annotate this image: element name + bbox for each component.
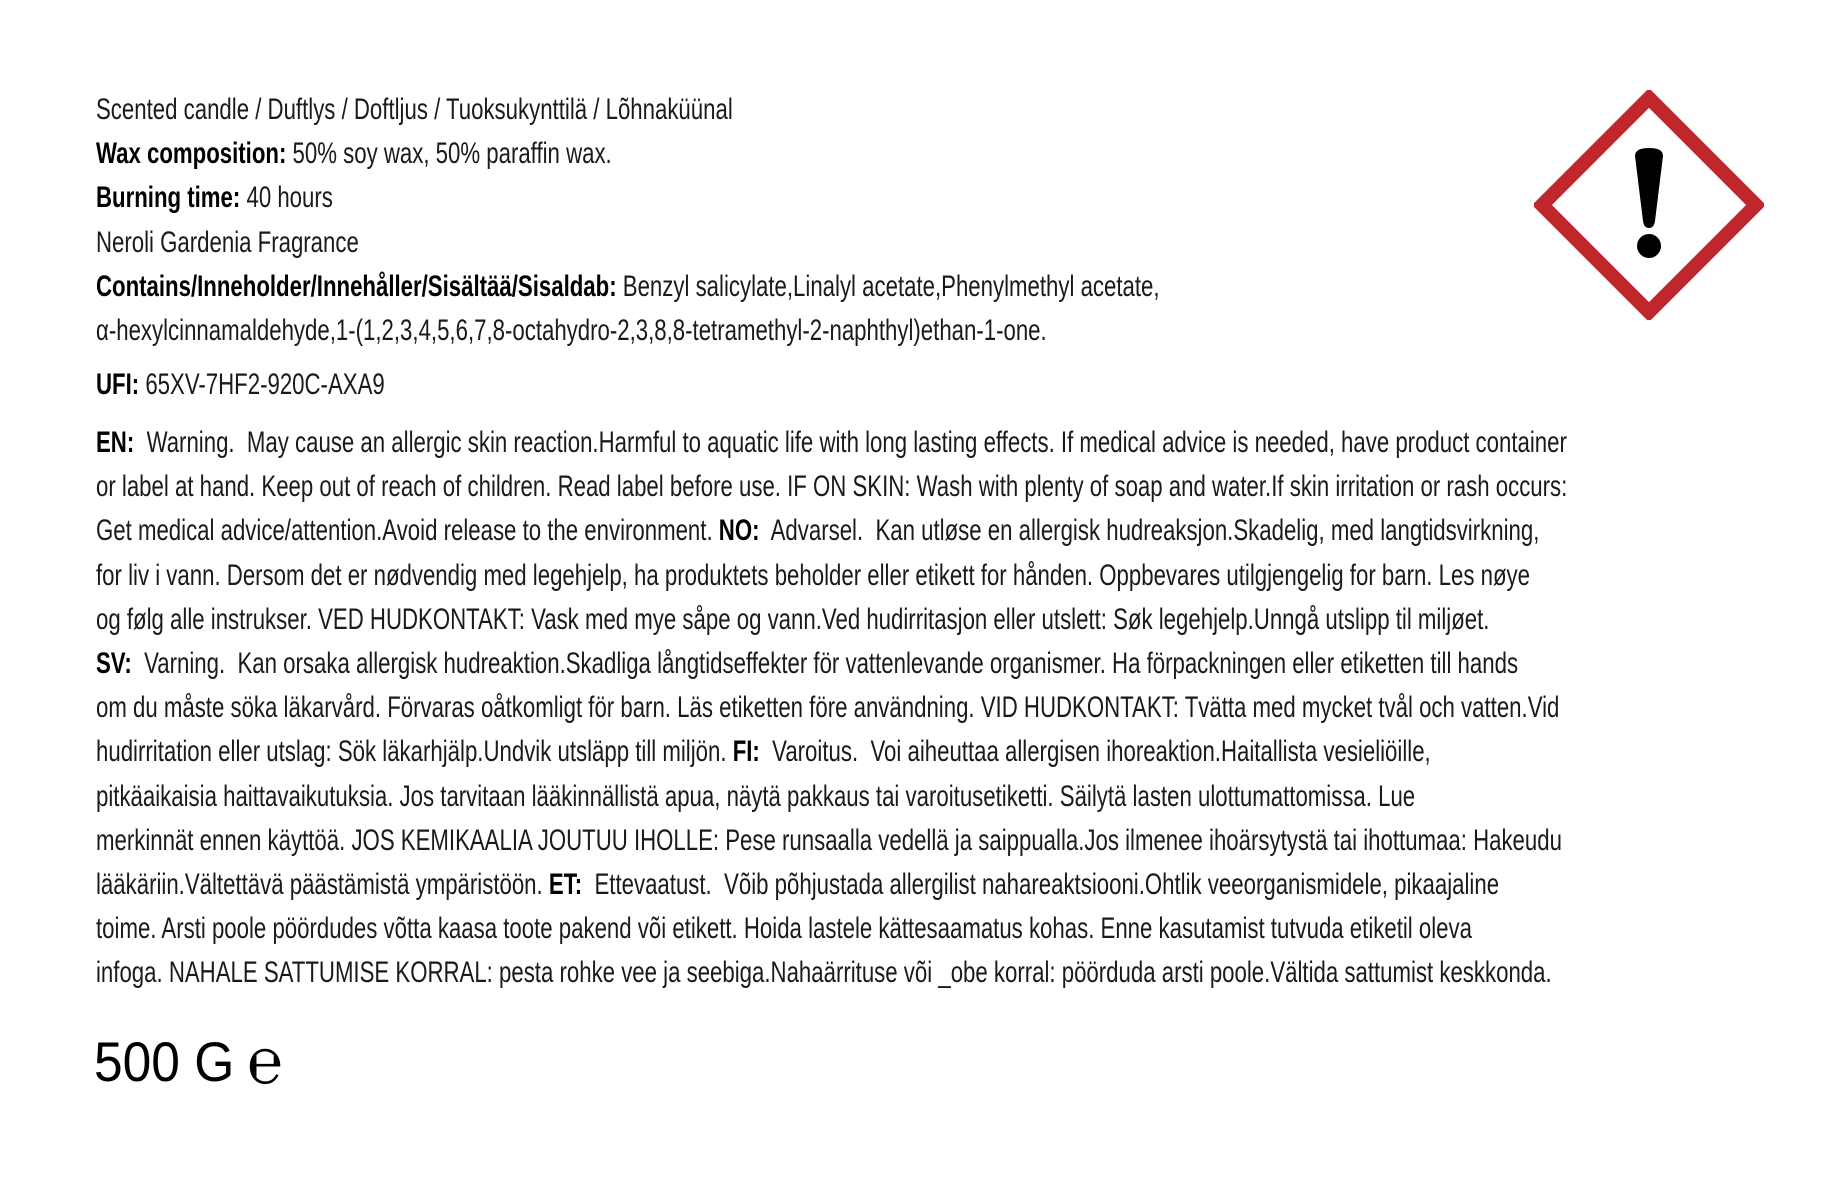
- language-code-label: SV:: [96, 647, 132, 680]
- contains-value-2: α-hexylcinnamaldehyde,1-(1,2,3,4,5,6,7,8-octahydro-2,3,8,8-tetramethyl-2-naphthyl)ethan-1-one.: [96, 314, 1047, 347]
- warning-text: Warning. May cause an allergic skin reaction.Harmful to aquatic life with long lasting effects. If medical advice is needed, have product container: [134, 426, 1567, 459]
- warning-line: [96, 911, 1472, 947]
- warning-line: [96, 513, 1539, 549]
- warning-text: Ettevaatust. Võib põhjustada allergilist nahareaktsiooni.Ohtlik veeorganismidele, pikaajaline: [582, 868, 1500, 901]
- warning-text: og følg alle instrukser. VED HUDKONTAKT: Vask med mye såpe og vann.Ved hudirritasjon eller utslett: Søk legehjelp.Unngå utslipp til miljøet.: [96, 602, 1490, 636]
- ufi-value: 65XV-7HF2-920C-AXA9: [139, 368, 385, 401]
- warning-line: [96, 823, 1562, 859]
- warning-line: [96, 602, 1489, 638]
- ufi-code: [96, 367, 385, 403]
- warning-line: [96, 469, 1567, 505]
- warning-line: [96, 955, 1552, 991]
- warning-text: for liv i vann. Dersom det er nødvendig med legehjelp, ha produktets beholder eller etikett for hånden. Oppbevares utilgjengelig for barn. Les nøye: [96, 558, 1530, 592]
- contains-line-2: [96, 313, 1047, 349]
- contains-label: Contains/Inneholder/Innehåller/Sisältää/Sisaldab:: [96, 270, 617, 303]
- fragrance-name-text: Neroli Gardenia Fragrance: [96, 226, 359, 259]
- language-code-label: EN:: [96, 426, 135, 459]
- wax-composition-label: Wax composition:: [96, 137, 287, 170]
- contains-line-1: [96, 269, 1160, 305]
- contains-value-1: Benzyl salicylate,Linalyl acetate,Phenylmethyl acetate,: [616, 270, 1160, 303]
- language-code-label: NO:: [718, 514, 760, 548]
- warning-text: Get medical advice/attention.Avoid release to the environment.: [96, 514, 719, 548]
- warning-text: toime. Arsti poole pöördudes võtta kaasa toote pakend või etikett. Hoida lastele kättesaamatus kohas. Enne kasutamist tutvuda etiketil oleva: [96, 912, 1472, 946]
- wax-composition-value: 50% soy wax, 50% paraffin wax.: [286, 137, 612, 170]
- warning-line: [96, 779, 1415, 815]
- warning-line: [96, 558, 1530, 594]
- net-weight-value: 500 G: [94, 1030, 235, 1093]
- warning-text: or label at hand. Keep out of reach of children. Read label before use. IF ON SKIN: Wash with plenty of soap and water.If skin irritation or rash occurs:: [96, 470, 1568, 504]
- language-code-label: FI:: [732, 735, 760, 769]
- language-code-label: ET:: [548, 868, 583, 901]
- ufi-label: UFI:: [96, 368, 140, 401]
- net-weight: [94, 1026, 283, 1097]
- warning-line: [96, 867, 1499, 903]
- warning-text: Varning. Kan orsaka allergisk hudreaktion.Skadliga långtidseffekter för vattenlevande organismer. Ha förpackningen eller etiketten till hands: [131, 647, 1519, 680]
- product-names: [96, 92, 733, 128]
- ghs07-exclamation-mark-icon: [1534, 90, 1764, 320]
- warning-line: [96, 690, 1559, 726]
- warning-line: [96, 646, 1518, 682]
- warning-text: lääkäriin.Vältettävä päästämistä ympäristöön.: [96, 868, 549, 901]
- burning-time-value: 40 hours: [240, 181, 333, 214]
- exclamation-dot: [1637, 234, 1661, 258]
- estimated-sign-icon: ℮: [247, 1026, 283, 1097]
- warning-text: Advarsel. Kan utløse en allergisk hudreaksjon.Skadelig, med langtidsvirkning,: [759, 514, 1540, 548]
- product-names-text: Scented candle / Duftlys / Doftljus / Tuoksukynttilä / Lõhnaküünal: [96, 93, 733, 126]
- burning-time-label: Burning time:: [96, 181, 241, 214]
- wax-composition: [96, 136, 612, 172]
- fragrance-name: [96, 225, 359, 261]
- warning-text: infoga. NAHALE SATTUMISE KORRAL: pesta rohke vee ja seebiga.Nahaärrituse või _obe korral: pöörduda arsti poole.Vältida sattumist keskkonda.: [96, 956, 1552, 990]
- warning-text: merkinnät ennen käyttöä. JOS KEMIKAALIA JOUTUU IHOLLE: Pese runsaalla vedellä ja saippualla.Jos ilmenee ihoärsytystä tai ihottumaa: Hakeudu: [96, 823, 1562, 857]
- burning-time: [96, 180, 333, 216]
- warning-text: Varoitus. Voi aiheuttaa allergisen ihoreaktion.Haitallista vesieliöille,: [759, 735, 1431, 769]
- warning-line: [96, 734, 1431, 770]
- warning-text: hudirritation eller utslag: Sök läkarhjälp.Undvik utsläpp till miljön.: [96, 735, 733, 769]
- warning-line: [96, 425, 1567, 461]
- warning-text: pitkäaikaisia haittavaikutuksia. Jos tarvitaan lääkinnällistä apua, näytä pakkaus tai varoitusetiketti. Säilytä lasten ulottumattomissa. Lue: [96, 779, 1416, 813]
- warning-text: om du måste söka läkarvård. Förvaras oåtkomligt för barn. Läs etiketten före användning. VID HUDKONTAKT: Tvätta med mycket tvål och vatten.Vid: [96, 691, 1560, 725]
